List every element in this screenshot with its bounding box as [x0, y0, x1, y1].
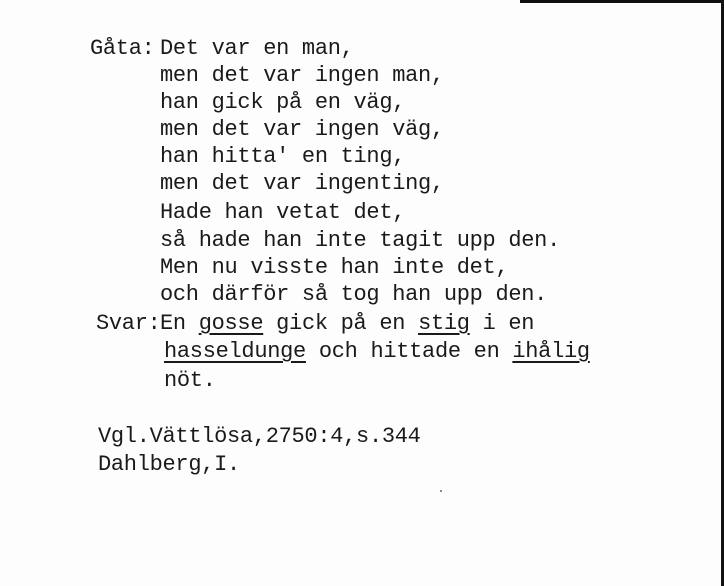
answer-line: hasseldunge och hittade en ihålig: [164, 339, 590, 364]
riddle-line: han gick på en väg,: [160, 90, 406, 115]
scan-speck: [440, 490, 442, 492]
underlined-word: hasseldunge: [164, 339, 306, 364]
source-reference: Vgl.Vättlösa,2750:4,s.344: [98, 424, 421, 449]
riddle-line: men det var ingen man,: [160, 63, 444, 88]
answer-line: nöt.: [164, 368, 216, 393]
riddle-line: Det var en man,: [160, 36, 354, 61]
riddle-line: och därför så tog han upp den.: [160, 282, 548, 307]
underlined-word: ihålig: [512, 339, 590, 364]
collector-name: Dahlberg,I.: [98, 452, 240, 477]
underlined-word: stig: [418, 311, 470, 336]
riddle-label: Gåta:: [90, 36, 155, 61]
answer-label: Svar:: [96, 311, 161, 336]
underlined-word: gosse: [198, 311, 264, 336]
riddle-line: men det var ingenting,: [160, 171, 444, 196]
riddle-line: han hitta' en ting,: [160, 144, 406, 169]
riddle-line: Hade han vetat det,: [160, 200, 406, 225]
answer-line: En gosse gick på en stig i en: [160, 311, 535, 336]
riddle-line: så hade han inte tagit upp den.: [160, 228, 560, 253]
riddle-line: men det var ingen väg,: [160, 117, 444, 142]
riddle-line: Men nu visste han inte det,: [160, 255, 509, 280]
